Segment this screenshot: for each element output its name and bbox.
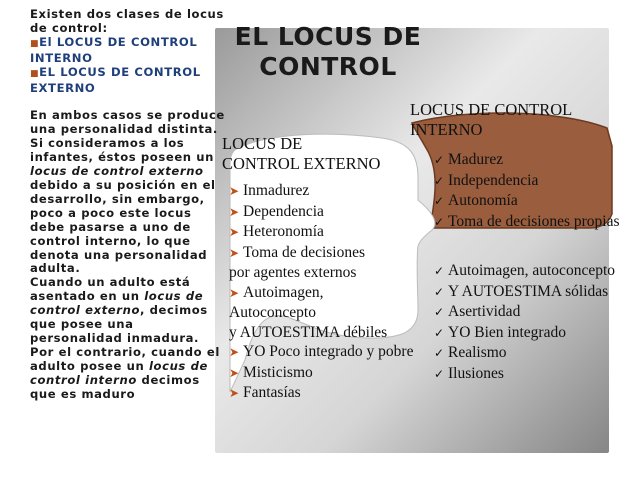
- arrow-right-icon: ➤: [229, 365, 240, 380]
- p2-text-c: debido a su posición en el desarrollo, sin embargo, poco a poco este locus debe pasarse a uno de control interno, lo que denota una personalidad adulta.: [30, 177, 216, 276]
- externo-item-label: YO Poco integrado y pobre: [243, 343, 414, 360]
- externo-list-item: [229, 243, 413, 264]
- p3-emphasis: locus de control externo: [30, 289, 204, 318]
- externo-list-item: [229, 303, 413, 323]
- bullet-interno: [30, 36, 230, 66]
- interno-item-label: Asertividad: [448, 303, 521, 320]
- interno-item-label: Madurez: [448, 151, 504, 168]
- arrow-right-icon: ➤: [229, 245, 240, 260]
- interno-item-label: Realismo: [448, 344, 507, 361]
- left-text-block: [30, 8, 230, 401]
- externo-item-label: Autoconcepto: [229, 304, 316, 321]
- paragraph-1: En ambos casos se produce una personalidad distinta.: [30, 108, 225, 137]
- intro-text: Existen dos clases de locus de control:: [30, 7, 224, 35]
- externo-item-label: por agentes externos: [229, 264, 357, 281]
- externo-item-label: Toma de decisiones: [243, 243, 366, 261]
- externo-list: [229, 181, 413, 404]
- interno-heading: [410, 100, 572, 140]
- interno-list-item: [434, 302, 620, 323]
- title-line-1: EL LOCUS DE: [234, 22, 422, 51]
- check-icon: ✓: [434, 264, 445, 278]
- arrow-right-icon: ➤: [229, 285, 240, 300]
- externo-item-label: Autoimagen,: [243, 283, 324, 301]
- interno-item-label: Autoimagen, autoconcepto: [448, 262, 616, 279]
- list-spacer: [434, 232, 620, 261]
- p4-text-a: Por el contrario, cuando el adulto posee un: [30, 344, 220, 373]
- p4-text-c: decimos que es maduro: [30, 372, 200, 401]
- interno-heading-line-2: INTERNO: [410, 120, 483, 139]
- check-icon: ✓: [434, 214, 445, 229]
- externo-item-label: Dependencia: [243, 202, 324, 220]
- externo-heading-line-1: LOCUS DE: [222, 134, 303, 153]
- arrow-right-icon: ➤: [229, 345, 240, 359]
- paragraph-2: [30, 137, 230, 276]
- interno-item-label: Toma de decisiones propias: [448, 212, 620, 230]
- externo-list-item: [229, 263, 413, 283]
- interno-list: [434, 150, 620, 384]
- check-icon: ✓: [434, 325, 445, 340]
- interno-list-item: [434, 171, 620, 192]
- interno-item-label: Autonomía: [448, 192, 518, 209]
- square-bullet-icon: ■: [30, 38, 40, 49]
- externo-list-item: [229, 383, 413, 404]
- interno-item-label: Y AUTOESTIMA sólidas: [448, 282, 609, 300]
- externo-item-label: y AUTOESTIMA débiles: [229, 323, 388, 341]
- interno-item-label: Independencia: [448, 171, 539, 189]
- check-icon: ✓: [434, 305, 445, 319]
- title-line-2: CONTROL: [259, 52, 397, 81]
- interno-heading-line-1: LOCUS DE CONTROL: [410, 100, 573, 119]
- slide-title: [228, 22, 428, 82]
- interno-list-item: [434, 261, 620, 282]
- interno-list-item: [434, 323, 620, 344]
- bullet-externo-label: EL LOCUS DE CONTROL EXTERNO: [30, 64, 201, 95]
- check-icon: ✓: [434, 153, 445, 167]
- check-icon: ✓: [434, 366, 445, 381]
- p2-emphasis: locus de control externo: [30, 164, 204, 179]
- paragraph-3: [30, 276, 230, 346]
- bullet-externo: [30, 66, 230, 96]
- p4-emphasis: locus de control interno: [30, 358, 208, 387]
- externo-item-label: Fantasías: [243, 384, 301, 401]
- externo-item-label: Inmadurez: [243, 182, 310, 199]
- interno-list-item: [434, 212, 620, 233]
- externo-list-item: [229, 181, 413, 202]
- arrow-right-icon: ➤: [229, 386, 240, 400]
- externo-item-label: Heteronomía: [243, 223, 324, 240]
- externo-list-item: [229, 222, 413, 243]
- interno-list-item: [434, 364, 620, 385]
- externo-heading-line-2: CONTROL EXTERNO: [222, 154, 381, 173]
- square-bullet-icon: ■: [30, 68, 40, 79]
- check-icon: ✓: [434, 284, 445, 299]
- interno-list-item: [434, 191, 620, 212]
- interno-item-label: Ilusiones: [448, 364, 504, 382]
- check-icon: ✓: [434, 173, 445, 188]
- externo-item-label: Misticismo: [243, 363, 313, 381]
- interno-item-label: YO Bien integrado: [448, 323, 566, 341]
- interno-list-item: [434, 343, 620, 364]
- arrow-right-icon: ➤: [229, 204, 240, 219]
- interno-list-item: [434, 150, 620, 171]
- externo-list-item: [229, 202, 413, 223]
- check-icon: ✓: [434, 194, 445, 208]
- p2-text-a: Si consideramos a los infantes, éstos poseen un: [30, 136, 214, 165]
- interno-list-item: [434, 282, 620, 303]
- arrow-right-icon: ➤: [229, 184, 240, 198]
- externo-list-item: [229, 323, 413, 343]
- externo-list-item: [229, 363, 413, 384]
- bullet-interno-label: El LOCUS DE CONTROL INTERNO: [30, 34, 198, 65]
- arrow-right-icon: ➤: [229, 225, 240, 239]
- externo-heading: [222, 134, 380, 174]
- externo-list-item: [229, 342, 413, 363]
- paragraph-4: [30, 346, 230, 402]
- p3-text-a: Cuando un adulto está asentado en un: [30, 275, 191, 304]
- check-icon: ✓: [434, 346, 445, 360]
- externo-list-item: [229, 283, 413, 304]
- p3-text-c: , decimos que posee una personalidad inmadura.: [30, 303, 208, 345]
